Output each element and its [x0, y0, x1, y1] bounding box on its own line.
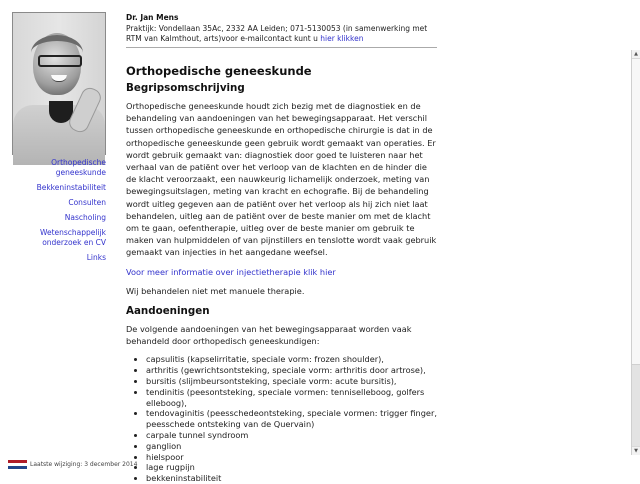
list-item: • ganglion	[146, 441, 438, 452]
flag-stripe-blue	[8, 466, 27, 469]
scroll-up-arrow-icon[interactable]: ▲	[632, 50, 640, 59]
list-item: • bursitis (slijmbeursontsteking, speciale vorm: acute bursitis),	[146, 376, 438, 387]
scrollbar-thumb[interactable]	[632, 59, 640, 365]
section-heading-aandoeningen: Aandoeningen	[126, 305, 210, 318]
scroll-down-arrow-icon[interactable]: ▼	[632, 446, 640, 455]
contact-info	[126, 24, 438, 45]
portrait-photo	[12, 12, 106, 155]
last-modified-text: Laatste wijziging: 3 december 2014	[30, 461, 138, 468]
list-item: • tendovaginitis (peesschedeontsteking, speciale vormen: trigger finger, peesschede ontsteking van de Quervain)	[146, 408, 438, 430]
sidebar-nav	[0, 158, 106, 268]
list-item: • lage rugpijn	[146, 462, 438, 473]
main-content[interactable]	[126, 58, 438, 484]
list-item: • hielspoor	[146, 452, 438, 463]
list-item: • carpale tunnel syndroom	[146, 430, 438, 441]
nav-link-bekkeninstabiliteit[interactable]: Bekkeninstabiliteit	[36, 183, 106, 192]
vertical-scrollbar[interactable]	[631, 50, 640, 455]
nav-link-links[interactable]: Links	[86, 253, 106, 262]
conditions-list	[126, 354, 438, 484]
page-header	[126, 13, 438, 45]
conditions-intro: De volgende aandoeningen van het bewegingsapparaat worden vaak behandeld door orthopedisch geneeskundigen:	[126, 324, 412, 347]
list-item: • bekkeninstabiliteit	[146, 473, 438, 484]
list-item: • arthritis (gewrichtsontsteking, speciale vorm: arthritis door artrose),	[146, 365, 438, 376]
nav-link-orthopedische-geneeskunde[interactable]: Orthopedische geneeskunde	[51, 158, 106, 177]
nav-link-consulten[interactable]: Consulten	[68, 198, 106, 207]
list-item: • capsulitis (kapselirritatie, speciale vorm: frozen shoulder),	[146, 354, 438, 365]
list-item: • tendinitis (peesontsteking, speciale vormen: tenniselleboog, golfers elleboog),	[146, 387, 438, 409]
dutch-flag-icon[interactable]	[8, 460, 27, 469]
photo-glasses	[38, 55, 82, 67]
injection-therapy-link[interactable]: Voor meer informatie over injectietherapie klik hier	[126, 266, 336, 277]
page-title: Orthopedische geneeskunde	[126, 64, 312, 78]
no-manual-therapy-text: Wij behandelen niet met manuele therapie.	[126, 285, 305, 296]
doctor-name: Dr. Jan Mens	[126, 13, 179, 22]
definition-paragraph: Orthopedische geneeskunde houdt zich bezig met de diagnostiek en de behandeling van aandoeningen van het bewegingsapparaat. Het verschil tussen orthopedische geneeskunde en orthopedische chirurgie is dat in de orthopedische geneeskunde geen gebruik wordt gemaakt van operaties. Er wordt gebruik gemaakt van: diagnostiek door goed te luisteren naar het verhaal van de patiënt over het verloop van de klachten en de hinder die de klacht veroorzaakt, een nauwkeurig lichamelijk onderzoek, meting van bewegingsuitslagen, meting van kracht en echografie. Bij de behandeling wordt uitleg gegeven aan de patiënt over het verloop als hij zich niet laat behandelen, uitleg aan de patiënt over de beste manier om met de klacht om te gaan, oefentherapie, uitleg over de beste manier om gebruik te maken van hulpmiddelen of van pijnstillers en tenslotte wordt vaak gebruik gemaakt van injecties in het aangedane weefsel.	[126, 101, 437, 258]
section-heading-begripsomschrijving: Begripsomschrijving	[126, 82, 245, 94]
email-contact-link[interactable]: hier klikken	[320, 34, 364, 43]
injection-info-paragraph	[126, 266, 438, 278]
address-text: Praktijk: Vondellaan 35Ac, 2332 AA Leiden; 071-5130053 (in samenwerking met RTM van Kalmthout, arts)voor e-mailcontact kunt u	[126, 23, 428, 43]
header-divider	[126, 47, 437, 48]
nav-link-nascholing[interactable]: Nascholing	[64, 213, 106, 222]
nav-link-wetenschappelijk-onderzoek[interactable]: Wetenschappelijk onderzoek en CV	[39, 228, 106, 247]
